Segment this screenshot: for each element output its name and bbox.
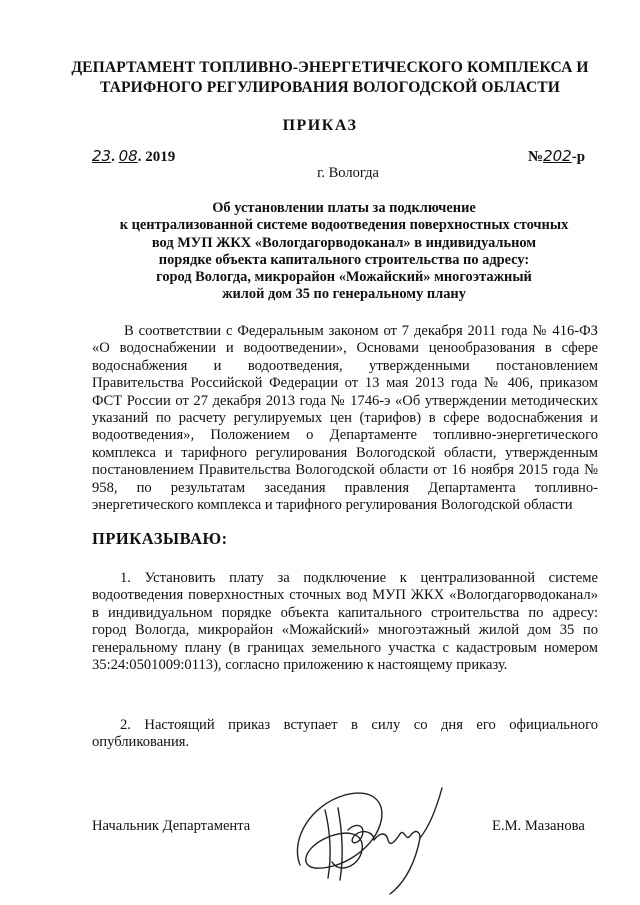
date-day: 23	[92, 147, 112, 165]
date-month: 08	[118, 147, 138, 165]
order-subject	[102, 200, 586, 304]
handwritten-signature	[270, 770, 470, 900]
order-number	[528, 147, 585, 166]
order-item-2: 2. Настоящий приказ вступает в силу со дня его официального опубликования.	[92, 717, 598, 751]
order-title: ПРИКАЗ	[282, 117, 358, 134]
subject-line-4: порядке объекта капитального строительства по адресу:	[158, 251, 530, 268]
date-year: 2019	[145, 149, 176, 165]
order-date: 23. 08. 2019	[92, 147, 176, 165]
number-prefix: №	[528, 149, 544, 165]
number-value: 202	[543, 147, 572, 165]
subject-line-6: жилой дом 35 по генеральному плану	[222, 286, 466, 303]
department-header	[60, 58, 600, 98]
department-line-1: ДЕПАРТАМЕНТ ТОПЛИВНО-ЭНЕРГЕТИЧЕСКОГО КОМПЛЕКСА И	[71, 59, 589, 76]
subject-line-2: к централизованной системе водоотведения поверхностных сточных	[119, 217, 569, 234]
order-item-1: 1. Установить плату за подключение к централизованной системе водоотведения поверхностных сточных вод МУП ЖКХ «Вологдагорводоканал» в индивидуальном порядке объекта капитального строительства по адресу: город Вологда, микрорайон «Можайский» многоэтажный жилой дом 35 по генеральному плану (в границах земельного участка с кадастровым номером 35:24:0501009:0113), согласно приложению к настоящему приказу.	[92, 570, 598, 674]
order-directive-word: ПРИКАЗЫВАЮ:	[92, 529, 228, 548]
subject-line-1: Об установлении платы за подключение	[212, 200, 476, 216]
department-line-2: ТАРИФНОГО РЕГУЛИРОВАНИЯ ВОЛОГОДСКОЙ ОБЛАСТИ	[99, 79, 561, 96]
city-line: г. Вологда	[317, 165, 379, 181]
number-suffix: -р	[571, 149, 586, 165]
subject-line-5: город Вологда, микрорайон «Можайский» многоэтажный	[156, 269, 532, 286]
signatory-name: Е.М. Мазанова	[492, 818, 585, 834]
signatory-position: Начальник Департамента	[92, 818, 251, 834]
subject-line-3: вод МУП ЖКХ «Вологдагорводоканал» в индивидуальном	[151, 234, 537, 251]
preamble-paragraph: В соответствии с Федеральным законом от 7 декабря 2011 года № 416-ФЗ «О водоснабжении и водоотведении», Основами ценообразования в сфере водоснабжения и водоотведения, утвержденными постановлением Правительства Российской Федерации от 13 мая 2013 года № 406, приказом ФСТ России от 27 декабря 2013 года № 1746-э «Об утверждении методических указаний по расчету регулируемых цен (тарифов) в сфере водоснабжения и водоотведения», Положением о Департаменте топливно-энергетического комплекса и тарифного регулирования Вологодской области, утвержденным постановлением Правительства Вологодской области от 16 ноября 2015 года № 958, по результатам заседания правления Департамента топливно-энергетического комплекса и тарифного регулирования Вологодской области	[92, 323, 598, 514]
